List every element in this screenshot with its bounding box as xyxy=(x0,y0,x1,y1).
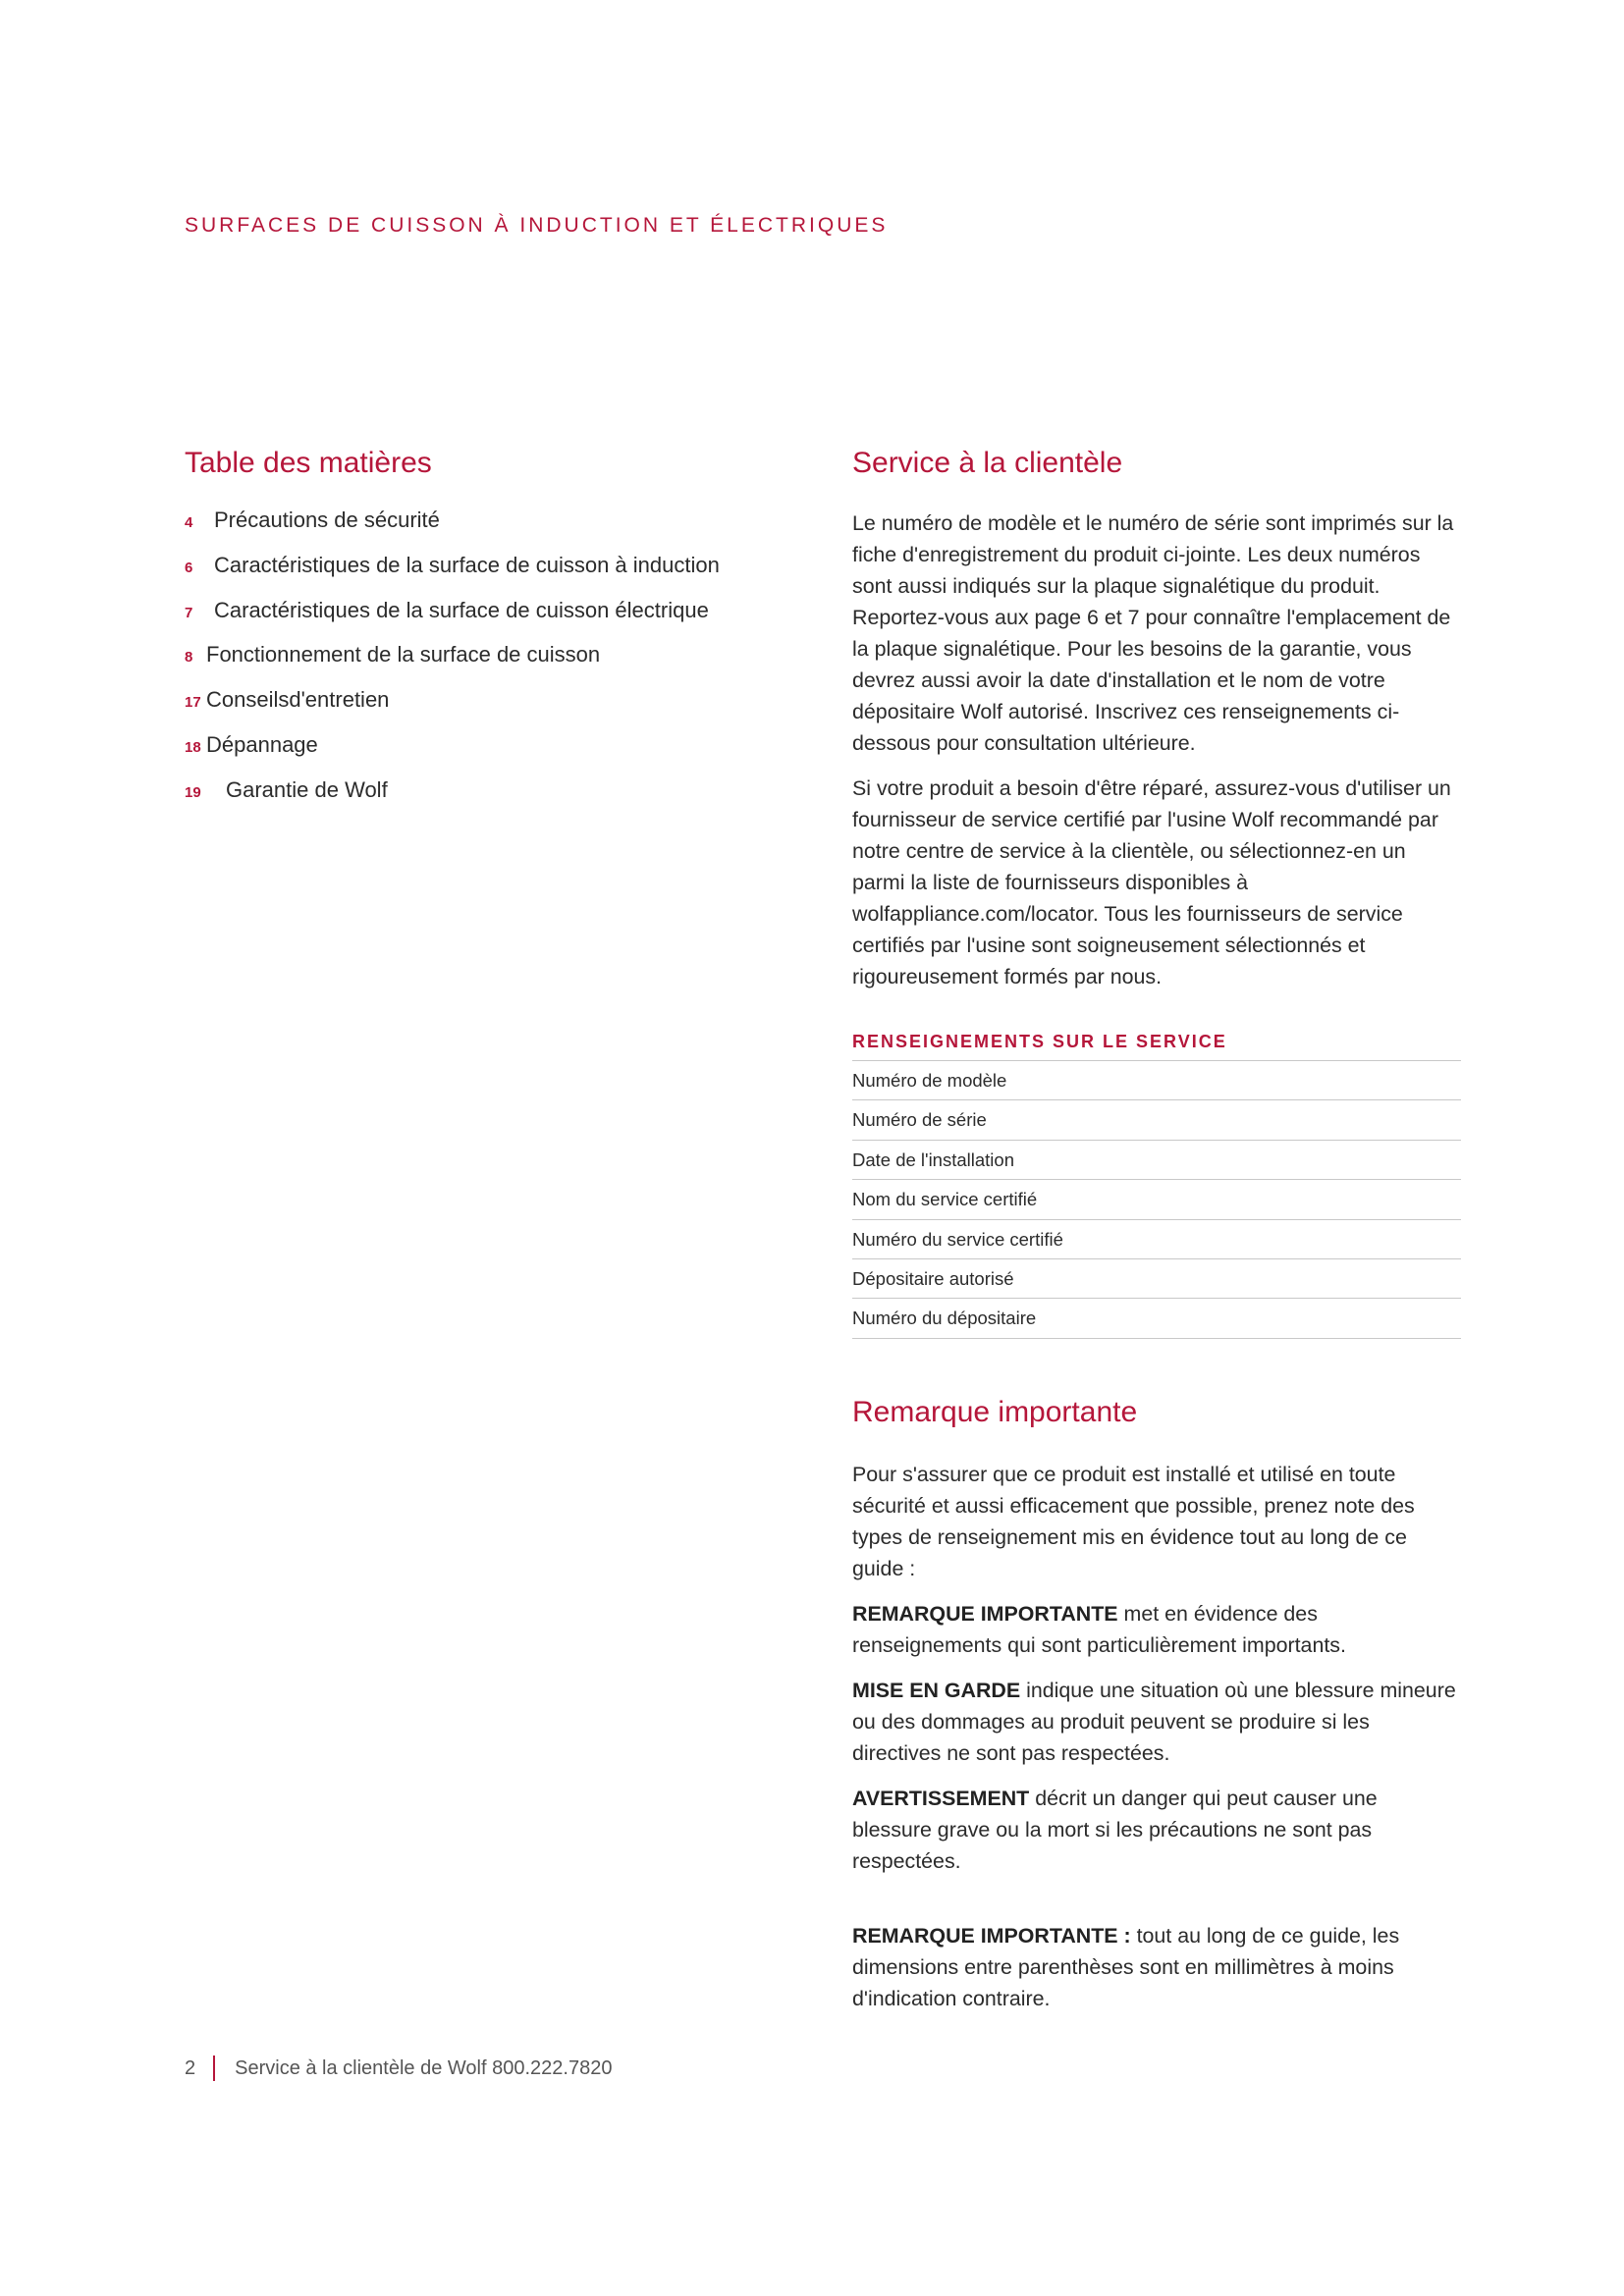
footer-text: Service à la clientèle de Wolf 800.222.7820 xyxy=(235,2056,613,2079)
toc-page-number: 18 xyxy=(185,738,201,756)
toc-item-label: Fonctionnement de la surface de cuisson xyxy=(206,642,601,667)
toc-item-label: Garantie de Wolf xyxy=(226,776,388,802)
toc-item-label: Caractéristiques de la surface de cuisson électrique xyxy=(214,597,709,622)
toc-item[interactable] xyxy=(185,507,813,553)
service-table-row: Dépositaire autorisé xyxy=(852,1259,1461,1299)
service-table-row: Numéro de série xyxy=(852,1100,1461,1140)
toc-item-label: Précautions de sécurité xyxy=(214,507,440,532)
service-table-row: Date de l'installation xyxy=(852,1141,1461,1180)
notice-item xyxy=(852,1675,1461,1769)
toc-item[interactable] xyxy=(185,777,813,823)
toc-page-number: 19 xyxy=(185,783,201,801)
service-table-row: Numéro du dépositaire xyxy=(852,1299,1461,1338)
document-header: SURFACES DE CUISSON À INDUCTION ET ÉLECTRIQUES xyxy=(185,214,889,237)
toc-item[interactable] xyxy=(185,732,813,777)
notice-term: REMARQUE IMPORTANTE xyxy=(852,1601,1118,1626)
final-note xyxy=(852,1920,1461,2014)
notice-text: indique une situation où une blessure mineure ou des dommages au produit peuvent se produire si les directives ne sont pas respectées. xyxy=(852,1678,1456,1765)
toc-item-label: Caractéristiques de la surface de cuisson à induction xyxy=(214,552,720,577)
toc-item[interactable] xyxy=(185,553,813,598)
service-paragraph: Le numéro de modèle et le numéro de série sont imprimés sur la fiche d'enregistrement du produit ci-jointe. Les deux numéros sont aussi indiqués sur la plaque signalétique du produit. Reportez-vous aux page 6 et 7 pour connaître l'emplacement de la plaque signalétique. Pour les besoins de la garantie, vous devrez aussi avoir la date d'installation et le nom de votre dépositaire Wolf autorisé. Inscrivez ces renseignements ci-dessous pour consultation ultérieure. xyxy=(852,511,1454,755)
notice-item xyxy=(852,1783,1461,1877)
service-title: Service à la clientèle xyxy=(852,447,1123,479)
page-number: 2 xyxy=(185,2056,196,2079)
notice-title: Remarque importante xyxy=(852,1395,1138,1428)
toc-page-number: 4 xyxy=(185,514,193,531)
toc-item[interactable] xyxy=(185,687,813,732)
toc-item[interactable] xyxy=(185,598,813,643)
notice-intro: Pour s'assurer que ce produit est installé et utilisé en toute sécurité et aussi efficacement que possible, prenez note des types de renseignement mis en évidence tout au long de ce guide : xyxy=(852,1462,1415,1580)
notice-text: décrit un danger qui peut causer une blessure grave ou la mort si les précautions ne sont pas respectées. xyxy=(852,1786,1378,1873)
toc-title: Table des matières xyxy=(185,447,432,479)
notice-term: MISE EN GARDE xyxy=(852,1678,1021,1702)
footer-divider xyxy=(213,2056,215,2081)
service-paragraph: Si votre produit a besoin d'être réparé, assurez-vous d'utiliser un fournisseur de service certifié par l'usine Wolf recommandé par notre centre de service à la clientèle, ou sélectionnez-en un parmi la liste de fournisseurs disponibles à wolfappliance.com/locator. Tous les fournisseurs de service certifiés par l'usine sont soigneusement sélectionnés et rigoureusement formés par nous. xyxy=(852,776,1451,988)
toc-list xyxy=(185,507,813,823)
notice-text: met en évidence des renseignements qui sont particulièrement importants. xyxy=(852,1601,1346,1657)
service-table-row: Numéro du service certifié xyxy=(852,1220,1461,1259)
final-note-text: tout au long de ce guide, les dimensions entre parenthèses sont en millimètres à moins d'indication contraire. xyxy=(852,1923,1400,2010)
toc-page-number: 8 xyxy=(185,649,193,667)
service-table-row: Numéro de modèle xyxy=(852,1061,1461,1100)
service-section xyxy=(852,447,1461,2028)
toc-section xyxy=(185,447,813,823)
service-table-row: Nom du service certifié xyxy=(852,1180,1461,1219)
toc-page-number: 6 xyxy=(185,559,193,576)
service-info-table xyxy=(852,1032,1461,1339)
toc-page-number: 7 xyxy=(185,604,193,621)
toc-page-number: 17 xyxy=(185,694,201,712)
toc-item-label: Dépannage xyxy=(206,731,318,757)
notice-item xyxy=(852,1598,1461,1661)
service-table-title: RENSEIGNEMENTS SUR LE SERVICE xyxy=(852,1032,1461,1061)
final-note-term: REMARQUE IMPORTANTE : xyxy=(852,1923,1131,1948)
toc-item[interactable] xyxy=(185,642,813,687)
important-notice-section xyxy=(852,1396,1461,2014)
toc-item-label: Conseilsd'entretien xyxy=(206,687,390,713)
page-footer xyxy=(185,2056,612,2081)
notice-term: AVERTISSEMENT xyxy=(852,1786,1030,1810)
